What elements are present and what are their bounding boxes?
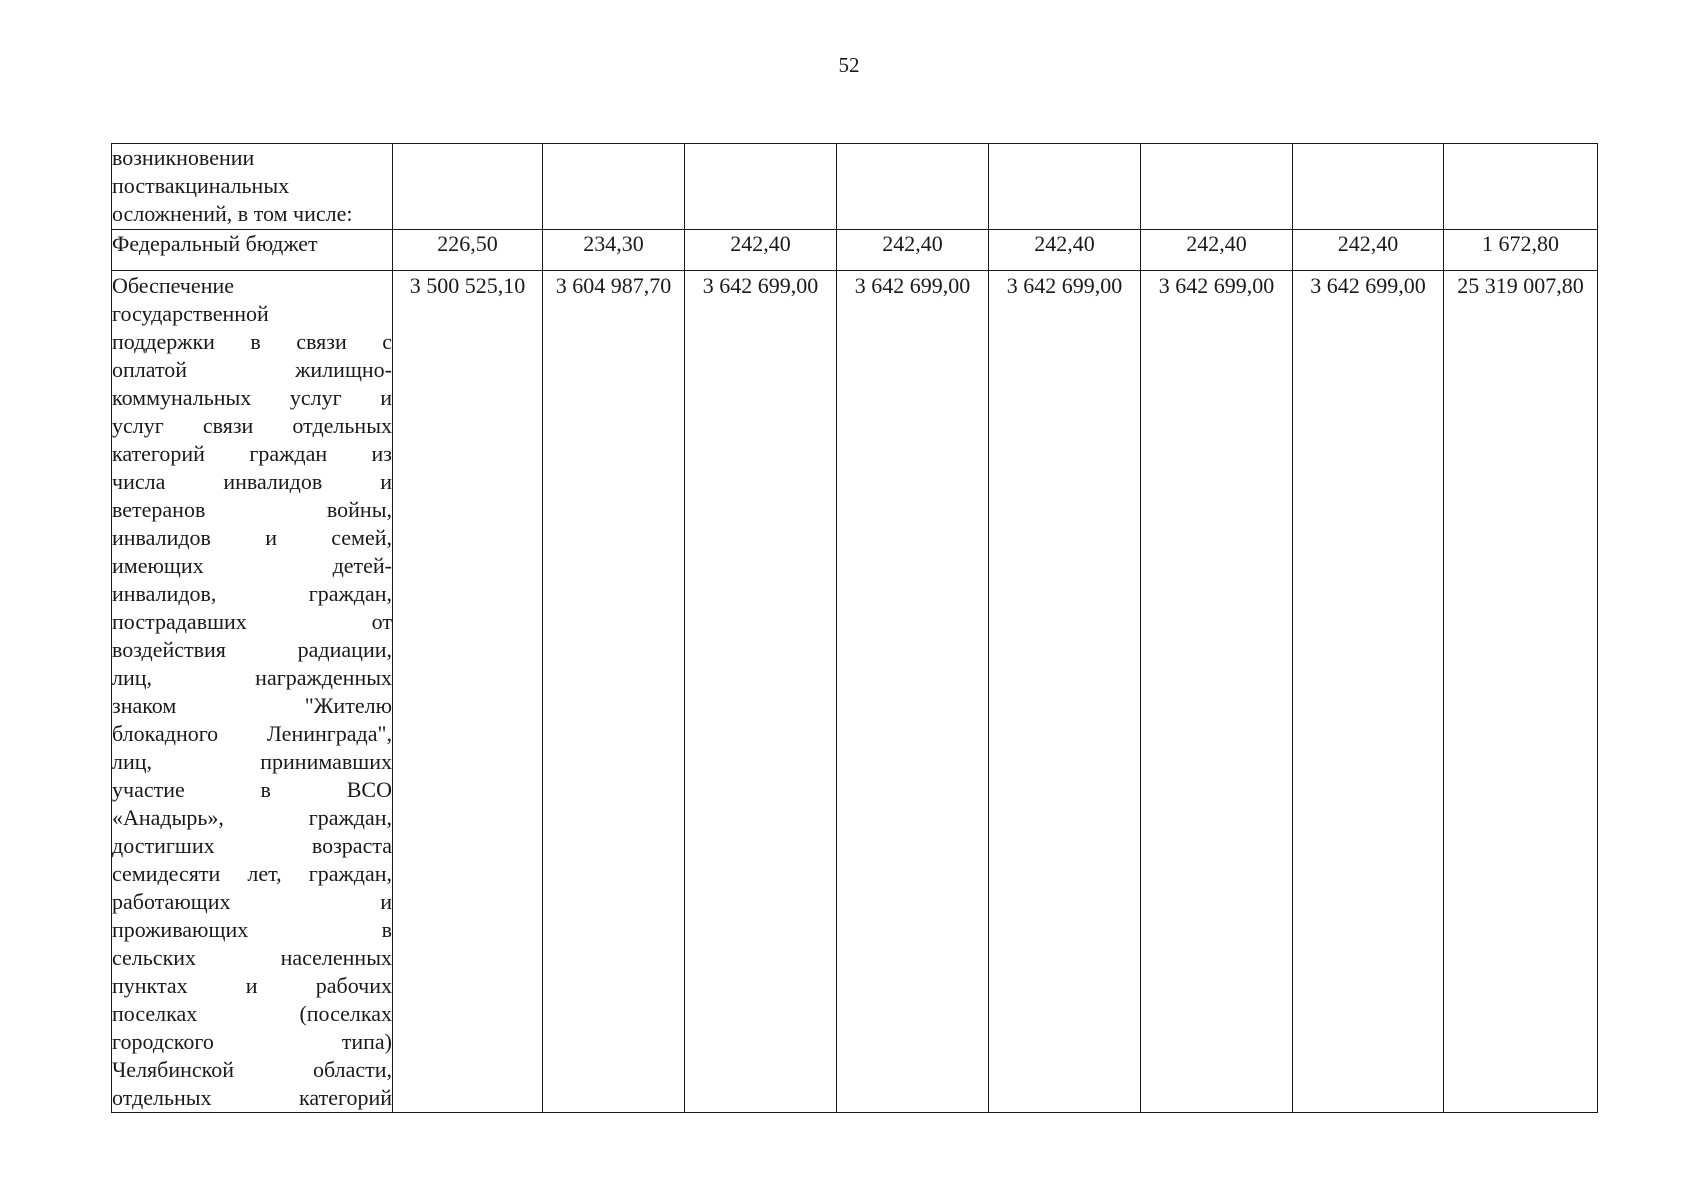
row-label-line: знаком "Жителю <box>112 693 392 718</box>
value-cell: 234,30 <box>543 230 685 271</box>
value-cell <box>1141 144 1293 230</box>
value-cell: 242,40 <box>837 230 989 271</box>
row-label-cell <box>112 144 393 230</box>
row-label-line: достигших возраста <box>112 833 392 858</box>
total-cell: 1 672,80 <box>1444 230 1598 271</box>
value-cell: 242,40 <box>989 230 1141 271</box>
row-label-line: Обеспечение <box>112 273 234 298</box>
row-label-line: поселках (поселках <box>112 1001 392 1026</box>
row-label-line: осложнений, в том числе: <box>112 201 353 226</box>
row-label-line: коммунальных услуг и <box>112 385 392 410</box>
row-label-line: «Анадырь», граждан, <box>112 805 392 830</box>
value-cell: 3 642 699,00 <box>837 271 989 1113</box>
value-cell <box>1293 144 1444 230</box>
row-label-line: воздействия радиации, <box>112 637 392 662</box>
total-cell: 25 319 007,80 <box>1444 271 1598 1113</box>
row-label-line: Федеральный бюджет <box>112 231 318 256</box>
value-cell: 3 642 699,00 <box>685 271 837 1113</box>
value-cell: 3 642 699,00 <box>1141 271 1293 1113</box>
row-label-line: отдельных категорий <box>112 1085 392 1110</box>
value-cell: 242,40 <box>1141 230 1293 271</box>
value-cell: 3 642 699,00 <box>989 271 1141 1113</box>
value-cell: 242,40 <box>685 230 837 271</box>
row-label-cell <box>112 230 393 271</box>
row-label-line: сельских населенных <box>112 945 392 970</box>
row-label-cell <box>112 271 393 1113</box>
value-cell <box>393 144 543 230</box>
row-label-line: городского типа) <box>112 1029 392 1054</box>
row-label-line: ветеранов войны, <box>112 497 392 522</box>
value-cell <box>543 144 685 230</box>
value-cell <box>837 144 989 230</box>
value-cell: 226,50 <box>393 230 543 271</box>
table-row <box>112 271 1598 1113</box>
row-label-line: возникновении <box>112 145 255 170</box>
row-label-line: оплатой жилищно- <box>112 357 392 382</box>
row-label-line: блокадного Ленинграда", <box>112 721 392 746</box>
total-cell <box>1444 144 1598 230</box>
value-cell <box>989 144 1141 230</box>
budget-table <box>111 143 1598 1113</box>
value-cell <box>685 144 837 230</box>
row-label-line: государственной <box>112 301 269 326</box>
row-label-line: имеющих детей- <box>112 553 392 578</box>
table-row <box>112 230 1598 271</box>
value-cell: 3 604 987,70 <box>543 271 685 1113</box>
row-label-line: семидесяти лет, граждан, <box>112 861 392 886</box>
page-number: 52 <box>838 53 860 77</box>
row-label-line: участие в ВСО <box>112 777 392 802</box>
row-label-line: категорий граждан из <box>112 441 392 466</box>
row-label-line: лиц, награжденных <box>112 665 392 690</box>
row-label-line: проживающих в <box>112 917 392 942</box>
value-cell: 242,40 <box>1293 230 1444 271</box>
row-label-line: числа инвалидов и <box>112 469 392 494</box>
row-label-line: инвалидов, граждан, <box>112 581 392 606</box>
row-label-line: Челябинской области, <box>112 1057 392 1082</box>
value-cell: 3 500 525,10 <box>393 271 543 1113</box>
row-label-line: поствакцинальных <box>112 173 290 198</box>
row-label-line: пострадавших от <box>112 609 392 634</box>
row-label-line: инвалидов и семей, <box>112 525 392 550</box>
row-label-line: поддержки в связи с <box>112 329 392 354</box>
value-cell: 3 642 699,00 <box>1293 271 1444 1113</box>
row-label-line: услуг связи отдельных <box>112 413 392 438</box>
row-label-line: лиц, принимавших <box>112 749 392 774</box>
row-label-line: работающих и <box>112 889 392 914</box>
table-row <box>112 144 1598 230</box>
row-label-line: пунктах и рабочих <box>112 973 392 998</box>
